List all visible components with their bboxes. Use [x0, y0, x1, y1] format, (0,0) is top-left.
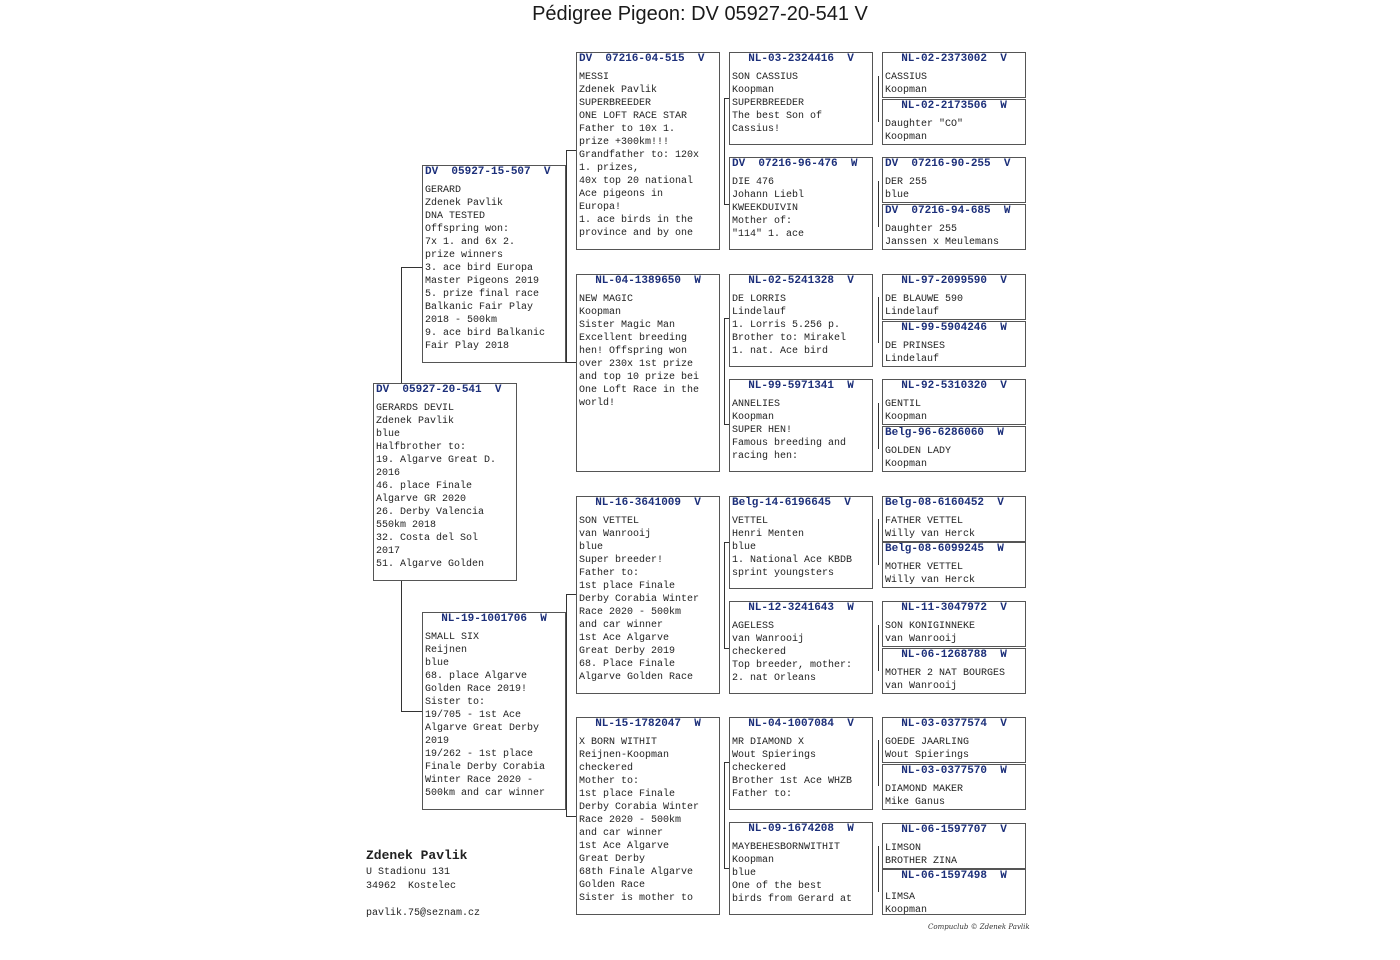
connector-line: [878, 181, 879, 227]
ring-number: Belg-08-6160452 V: [885, 497, 1004, 509]
ring-number: NL-19-1001706 W: [441, 613, 547, 625]
ring-number: NL-09-1674208 W: [748, 823, 854, 835]
owner-name: Zdenek Pavlik: [366, 848, 468, 863]
ancestor-card: [882, 764, 1026, 810]
pigeon-description: MESSI Zdenek Pavlik SUPERBREEDER ONE LOFT RACE STAR Father to 10x 1. prize +300km!!! Grandfather to: 120x 1. prizes, 40x top 20 national Ace pigeons in Europa! 1. ace birds in the province and by one: [579, 72, 700, 239]
ancestor-card: [729, 601, 873, 694]
ring-number: NL-06-1597498 W: [901, 870, 1007, 882]
pigeon-description: Daughter 255 Janssen x Meulemans: [885, 224, 1000, 248]
ring-number: NL-06-1268788 W: [901, 649, 1007, 661]
ancestor-card: [882, 496, 1026, 542]
dam-dam-card: [576, 717, 720, 915]
connector-line: [401, 267, 424, 268]
pigeon-description: GOLDEN LADY Koopman: [885, 446, 952, 470]
ring-number: NL-16-3641009 V: [595, 497, 701, 509]
connector-line: [566, 594, 567, 816]
ancestor-card: [882, 869, 1026, 915]
ring-number: Belg-14-6196645 V: [732, 497, 851, 509]
pigeon-description: NEW MAGIC Koopman Sister Magic Man Excellent breeding hen! Offspring won over 230x 1st prize and top 10 prize bei One Loft Race in the world!: [579, 294, 700, 409]
ring-number: DV 07216-96-476 W: [732, 158, 858, 170]
ancestor-card: [729, 379, 873, 472]
pigeon-description: ANNELIES Koopman SUPER HEN! Famous breeding and racing hen:: [732, 399, 847, 462]
connector-line: [878, 625, 879, 671]
sire-sire-card: [576, 52, 720, 250]
connector-line: [878, 846, 879, 892]
pigeon-description: SMALL SIX Reijnen blue 68. place Algarve Golden Race 2019! Sister to: 19/705 - 1st Ace Algarve Great Derby 2019 19/262 - 1st place Finale Derby Corabia Winter Race 2020 - 500km and car winner: [425, 632, 546, 799]
connector-line: [724, 542, 725, 648]
pigeon-description: SON CASSIUS Koopman SUPERBREEDER The best Son of Cassius!: [732, 72, 823, 135]
pigeon-description: LIMSON BROTHER ZINA: [885, 843, 958, 867]
ancestor-card: [882, 717, 1026, 763]
ring-number: NL-99-5971341 W: [748, 380, 854, 392]
pigeon-description: DIE 476 Johann Liebl KWEEKDUIVIN Mother of: "114" 1. ace: [732, 177, 805, 240]
pigeon-description: MOTHER VETTEL Willy van Herck: [885, 562, 976, 586]
ancestor-card: [729, 717, 873, 810]
connector-line: [878, 740, 879, 786]
ancestor-card: [729, 496, 873, 589]
subject-pigeon-card: [373, 383, 517, 581]
pigeon-description: DER 255 blue: [885, 177, 928, 201]
ancestor-card: [882, 379, 1026, 425]
ancestor-card: [882, 321, 1026, 367]
ring-number: NL-02-5241328 V: [748, 275, 854, 287]
pigeon-description: X BORN WITHIT Reijnen-Koopman checkered Mother to: 1st place Finale Derby Corabia Winter Race 2020 - 500km and car winner 1st Ace Algarve Great Derby 68th Finale Algarve Golden Race Sister is mother to: [579, 737, 700, 904]
connector-line: [878, 519, 879, 565]
connector-line: [401, 581, 402, 711]
pigeon-description: MOTHER 2 NAT BOURGES van Wanrooij: [885, 668, 1006, 692]
ring-number: NL-97-2099590 V: [901, 275, 1007, 287]
ancestor-card: [882, 648, 1026, 694]
dam-sire-card: [576, 496, 720, 694]
pigeon-description: SON VETTEL van Wanrooij blue Super breeder! Father to: 1st place Finale Derby Corabia Winter Race 2020 - 500km and car winner 1st Ace Algarve Great Derby 2019 68. Place Finale Algarve Golden Race: [579, 516, 700, 683]
pigeon-description: DIAMOND MAKER Mike Ganus: [885, 784, 964, 808]
ring-number: DV 07216-90-255 V: [885, 158, 1011, 170]
connector-line: [878, 403, 879, 449]
sire-dam-card: [576, 274, 720, 472]
ring-number: DV 05927-15-507 V: [425, 166, 551, 178]
connector-line: [878, 297, 879, 343]
ring-number: NL-03-2324416 V: [748, 53, 854, 65]
pigeon-description: LIMSA Koopman: [885, 892, 928, 915]
pigeon-description: FATHER VETTEL Willy van Herck: [885, 516, 976, 540]
owner-city: 34962 Kostelec: [366, 881, 457, 892]
ring-number: NL-11-3047972 V: [901, 602, 1007, 614]
pigeon-description: MAYBEHESBORNWITHIT Koopman blue One of the best birds from Gerard at: [732, 842, 853, 905]
ring-number: NL-06-1597707 V: [901, 824, 1007, 836]
pigeon-description: MR DIAMOND X Wout Spierings checkered Brother 1st Ace WHZB Father to:: [732, 737, 853, 800]
ancestor-card: [882, 52, 1026, 98]
owner-street: U Stadionu 131: [366, 867, 451, 878]
ancestor-card: [882, 823, 1026, 869]
ancestor-card: [729, 274, 873, 367]
sire-card: [422, 165, 566, 363]
ancestor-card: [882, 99, 1026, 145]
ring-number: NL-04-1007084 V: [748, 718, 854, 730]
pigeon-description: VETTEL Henri Menten blue 1. National Ace KBDB sprint youngsters: [732, 516, 853, 579]
ring-number: NL-02-2173506 W: [901, 100, 1007, 112]
ancestor-card: [882, 204, 1026, 250]
connector-line: [724, 318, 725, 424]
dam-card: [422, 612, 566, 810]
pigeon-description: GERARDS DEVIL Zdenek Pavlik blue Halfbrother to: 19. Algarve Great D. 2016 46. place Finale Algarve GR 2020 26. Derby Valencia 550km 2018 32. Costa del Sol 2017 51. Algarve Golden: [376, 403, 497, 570]
connector-line: [878, 76, 879, 122]
pigeon-description: Daughter "CO" Koopman: [885, 119, 964, 143]
ring-number: NL-04-1389650 W: [595, 275, 701, 287]
ancestor-card: [729, 157, 873, 250]
ring-number: NL-15-1782047 W: [595, 718, 701, 730]
connector-line: [724, 762, 725, 868]
connector-line: [401, 267, 402, 383]
ring-number: NL-03-0377574 V: [901, 718, 1007, 730]
ancestor-card: [729, 52, 873, 145]
pigeon-description: GERARD Zdenek Pavlik DNA TESTED Offspring won: 7x 1. and 6x 2. prize winners 3. ace bird Europa Master Pigeons 2019 5. prize final race Balkanic Fair Play 2018 - 500km 9. ace bird Balkanic Fair Play 2018: [425, 185, 546, 352]
pigeon-description: GOEDE JAARLING Wout Spierings: [885, 737, 970, 761]
ring-number: NL-99-5904246 W: [901, 322, 1007, 334]
pigeon-description: DE BLAUWE 590 Lindelauf: [885, 294, 964, 318]
pigeon-description: DE LORRIS Lindelauf 1. Lorris 5.256 p. Brother to: Mirakel 1. nat. Ace bird: [732, 294, 847, 357]
page-title: Pédigree Pigeon: DV 05927-20-541 V: [532, 3, 868, 25]
connector-line: [401, 711, 424, 712]
ring-number: NL-02-2373002 V: [901, 53, 1007, 65]
ring-number: DV 05927-20-541 V: [376, 384, 502, 396]
pigeon-description: DE PRINSES Lindelauf: [885, 341, 946, 365]
connector-line: [724, 98, 725, 204]
ring-number: NL-03-0377570 W: [901, 765, 1007, 777]
ancestor-card: [882, 157, 1026, 203]
ancestor-card: [882, 274, 1026, 320]
ring-number: Belg-08-6099245 W: [885, 543, 1004, 555]
pigeon-description: AGELESS van Wanrooij checkered Top breeder, mother: 2. nat Orleans: [732, 621, 853, 684]
ancestor-card: [882, 542, 1026, 588]
ring-number: NL-92-5310320 V: [901, 380, 1007, 392]
connector-line: [566, 150, 567, 362]
pigeon-description: SON KONIGINNEKE van Wanrooij: [885, 621, 976, 645]
ring-number: DV 07216-04-515 V: [579, 53, 705, 65]
ancestor-card: [729, 822, 873, 915]
ancestor-card: [882, 601, 1026, 647]
ring-number: DV 07216-94-685 W: [885, 205, 1011, 217]
footer-credit: Compuclub © Zdenek Pavlik: [928, 923, 1030, 931]
ring-number: Belg-96-6286060 W: [885, 427, 1004, 439]
pigeon-description: CASSIUS Koopman: [885, 72, 928, 96]
ring-number: NL-12-3241643 W: [748, 602, 854, 614]
ancestor-card: [882, 426, 1026, 472]
owner-email[interactable]: pavlik.75@seznam.cz: [366, 908, 481, 919]
pigeon-description: GENTIL Koopman: [885, 399, 928, 423]
